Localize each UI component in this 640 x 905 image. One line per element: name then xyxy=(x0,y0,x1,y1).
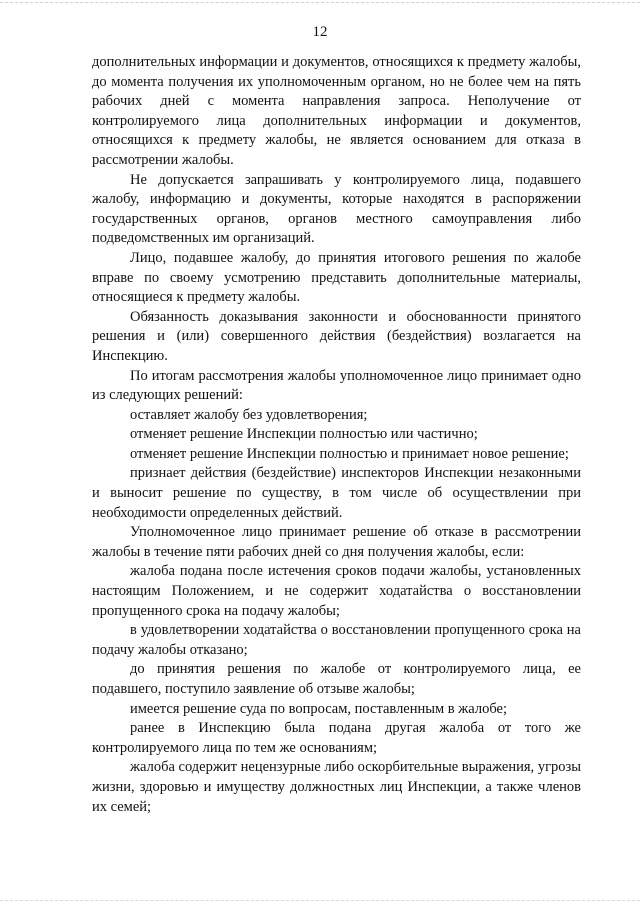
page-number: 12 xyxy=(312,24,328,40)
paragraph-continuation: дополнительных информации и документов, относящихся к предмету жалобы, до момента получения их уполномоченным органом, но не более чем на пять рабочих дней с момента направления запроса. Неполучение от контролируемого лица дополнительных информации и документов, относящихся к предмету жалобы, не является основанием для отказа в рассмотрении жалобы. xyxy=(92,54,581,168)
scan-bottom-edge xyxy=(0,900,640,901)
list-item: оставляет жалобу без удовлетворения; xyxy=(130,406,368,423)
list-item: ранее в Инспекцию была подана другая жалоба от того же контролируемого лица по тем же основаниям; xyxy=(92,720,581,756)
paragraph: По итогам рассмотрения жалобы уполномоченное лицо принимает одно из следующих решений: xyxy=(92,367,581,404)
list-item: жалоба подана после истечения сроков подачи жалобы, установленных настоящим Положением, и не содержит ходатайства о восстановлении пропущенного срока на подачу жалобы; xyxy=(92,563,581,619)
list-item: отменяет решение Инспекции полностью или частично; xyxy=(130,426,478,443)
list-item: отменяет решение Инспекции полностью и принимает новое решение; xyxy=(130,445,569,462)
list-item: жалоба содержит нецензурные либо оскорбительные выражения, угрозы жизни, здоровью и имуществу должностных лиц Инспекции, а также членов их семей; xyxy=(92,759,581,815)
list-item: в удовлетворении ходатайства о восстановлении пропущенного срока на подачу жалобы отказано; xyxy=(92,622,581,658)
paragraph: Не допускается запрашивать у контролируемого лица, подавшего жалобу, информацию и документы, которые находятся в распоряжении государственных органов, органов местного самоуправления либо подведомственных им организаций. xyxy=(92,171,581,247)
paragraph: Обязанность доказывания законности и обоснованности принятого решения и (или) совершенного действия (бездействия) возлагается на Инспекцию. xyxy=(92,308,581,364)
scan-top-edge xyxy=(0,2,640,3)
list-item: признает действия (бездействие) инспекторов Инспекции незаконными и выносит решение по существу, в том числе об осуществлении при необходимости определенных действий. xyxy=(92,465,581,521)
paragraph: Лицо, подавшее жалобу, до принятия итогового решения по жалобе вправе по своему усмотрению представить дополнительные материалы, относящиеся к предмету жалобы. xyxy=(92,249,581,306)
paragraph: Уполномоченное лицо принимает решение об отказе в рассмотрении жалобы в течение пяти рабочих дней со дня получения жалобы, если: xyxy=(92,524,581,560)
list-item: имеется решение суда по вопросам, поставленным в жалобе; xyxy=(130,700,507,717)
list-item: до принятия решения по жалобе от контролируемого лица, ее подавшего, поступило заявление об отзыве жалобы; xyxy=(92,661,581,697)
body-text xyxy=(92,53,581,817)
